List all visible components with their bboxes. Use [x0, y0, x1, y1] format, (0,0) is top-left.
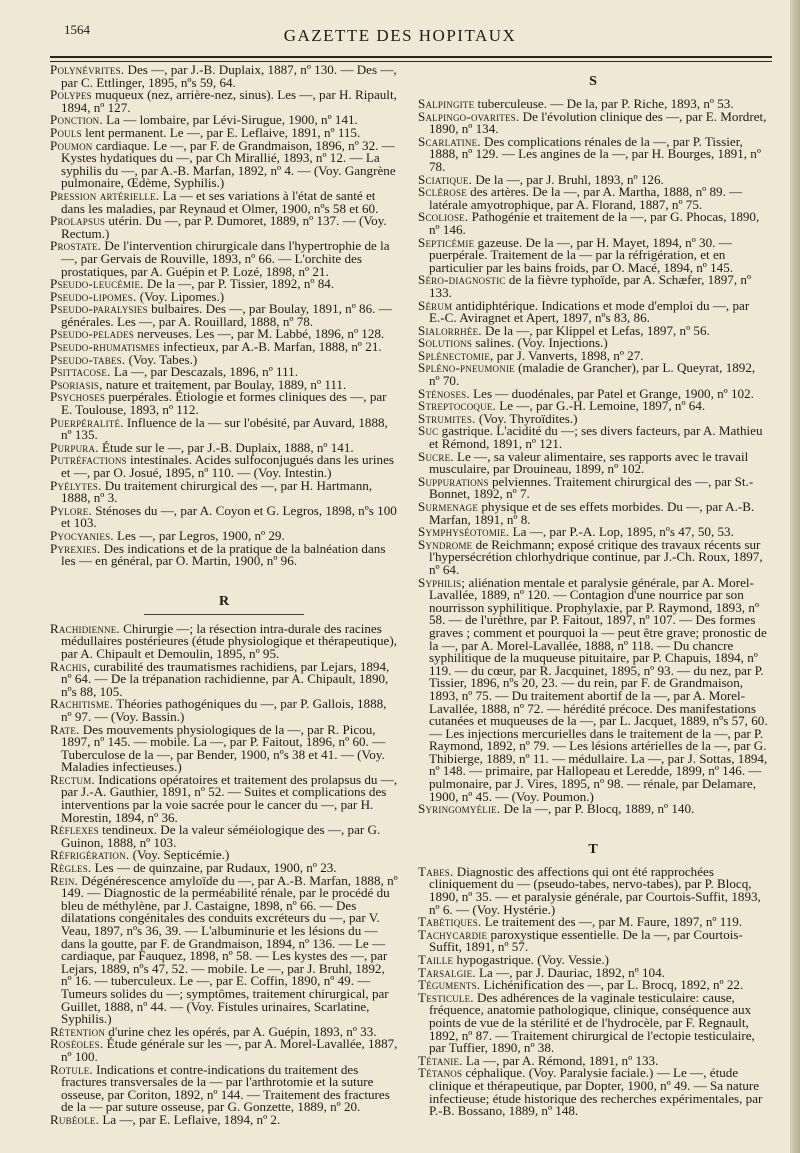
- entry-keyword: Polypes: [50, 87, 92, 103]
- entry-keyword: Tétanos: [418, 1065, 463, 1081]
- entry-keyword: Pseudo-leucémie.: [50, 276, 144, 292]
- index-entry: [50, 502, 398, 531]
- entry-keyword: Pyélytes.: [50, 477, 102, 493]
- index-entry: [50, 187, 398, 216]
- entry-text: De la —, par P. Blocq, 1889, nº 140.: [500, 801, 695, 817]
- entry-text: (Voy. Lipomes.): [136, 288, 225, 304]
- entry-text: tendineux. De la valeur séméiologique des —, par G. Guinon, 1888, nº 103.: [61, 822, 381, 850]
- entry-keyword: Réfrigération.: [50, 847, 130, 863]
- index-entry: [418, 501, 768, 526]
- entry-text: Indications et contre-indications du traitement des fractures transversales de la — par l'arthrotomie et la suture osseuse, par Coriton, 1892, nº 144. — Traitement des fractures de la — par suture osseuse, par G. Gonzette, 1889, nº 20.: [61, 1061, 390, 1115]
- entry-text: Théories pathogéniques du —, par P. Gallois, 1888, nº 97. — (Voy. Bassin.): [61, 696, 387, 724]
- entry-keyword: Symphyséotomie.: [418, 524, 510, 540]
- entry-text: La —, par E. Leflaive, 1894, nº 2.: [99, 1111, 281, 1127]
- entry-text: Lichénification des —, par L. Brocq, 1892, nº 22.: [480, 977, 744, 993]
- entry-text: Le —, sa valeur alimentaire, ses rapports avec le travail musculaire, par Drouineau, 1899, nº 102.: [429, 448, 749, 477]
- entry-text: La — lombaire, par Lévi-Sirugue, 1900, nº 141.: [102, 112, 358, 128]
- entry-keyword: Pseudo-rhumatismes: [50, 339, 160, 355]
- entry-text: pelviennes. Traitement chirurgical des —, par St.-Bonnet, 1892, nº 7.: [429, 473, 754, 502]
- entry-keyword: Solutions: [418, 335, 473, 351]
- entry-keyword: Pression artérielle.: [50, 187, 160, 203]
- entry-text: Influence de la — sur l'obésité, par Auvard, 1888, nº 135.: [61, 414, 388, 443]
- entry-list-p: [50, 64, 398, 568]
- entry-text: nerveuses. Les —, par M. Labbé, 1896, nº 128.: [133, 326, 385, 342]
- entry-list-r: [50, 620, 398, 1127]
- entry-keyword: Syringomyélie.: [418, 801, 501, 817]
- page-edge-shadow: [790, 0, 800, 1153]
- index-entry: [50, 1111, 398, 1127]
- entry-text: gastrique. L'acidité du —; ses divers facteurs, par A. Mathieu et Rémond, 1891, nº 121.: [429, 423, 763, 452]
- entry-keyword: Sclérose: [418, 184, 467, 200]
- index-entry: [418, 926, 768, 955]
- index-entry: [418, 989, 768, 1056]
- index-entry: [50, 215, 398, 240]
- entry-keyword: Pyrexies.: [50, 540, 101, 556]
- entry-text: lent permanent. Le —, par E. Leflaive, 1891, nº 115.: [81, 124, 361, 140]
- entry-text: nature et traitement, par Boulay, 1889, nº 111.: [102, 376, 347, 392]
- index-entry: [50, 391, 398, 416]
- section-letter-r: R: [218, 593, 230, 609]
- entry-keyword: Splénectomie,: [418, 347, 494, 363]
- entry-keyword: Prostate.: [50, 238, 102, 254]
- entry-text: muqueux (nez, arrière-nez, sinus). Les —, par H. Ripault, 1894, nº 127.: [61, 87, 397, 115]
- entry-text: d'urine chez les opérés, par A. Guépin, 1893, nº 33.: [105, 1023, 377, 1039]
- entry-text: cardiaque. Le —, par F. de Grandmaison, 1896, nº 32. — Kystes hydatiques du —, par Ch Mirallié, 1893, nº 12. — La syphilis du —, par A.-B. Marfan, 1892, nº 4. — (Voy. Gangrène pulmonaire, Œdème, Syphilis.): [61, 137, 396, 191]
- index-entry: [418, 425, 768, 450]
- entry-keyword: Psychoses: [50, 389, 106, 405]
- entry-text: de Reichmann; exposé critique des travaux récents sur l'hypersécrétion chlorhydrique continue, par J.-Ch. Roux, 1897, nº 64.: [429, 536, 763, 577]
- entry-text: Diagnostic des affections qui ont été rapprochées cliniquement du — (pseudo-tabes, nervo-tabes), par P. Blocq, 1890, nº 35. — et paralysie générale, par Courtois-Suffit, 1893, nº 6. — (Voy. Hystérie.): [429, 863, 761, 917]
- entry-text: Les — de quinzaine, par Rudaux, 1900, nº 23.: [91, 860, 337, 876]
- entry-keyword: Rotule.: [50, 1061, 93, 1077]
- entry-keyword: Syndrome: [418, 536, 473, 552]
- index-entry: [418, 1067, 768, 1117]
- entry-keyword: Rachidienne.: [50, 620, 120, 636]
- entry-keyword: Ponction.: [50, 112, 103, 128]
- entry-text: Des —, par J.-B. Duplaix, 1887, nº 130. — Des —, par C. Ettlinger, 1895, nºs 59, 64.: [61, 62, 397, 90]
- entry-text: Des complications rénales de la —, par P. Tissier, 1888, nº 129. — Les angines de la —, par H. Bourges, 1891, nº 78.: [429, 133, 761, 174]
- entry-text: puerpérales. Étiologie et formes cliniques des —, par E. Toulouse, 1893, nº 112.: [61, 389, 387, 418]
- entry-text: Des mouvements physiologiques de la —, par R. Picou, 1897, nº 145. — mobile. La —, par P. Faitout, 1896, nº 60. — Tuberculose de la —, par Bender, 1900, nºs 38 et 41. — (Voy. Maladies infectieuses.): [61, 721, 386, 775]
- entry-keyword: Scoliose.: [418, 209, 469, 225]
- index-entry: [50, 771, 398, 825]
- entry-keyword: Pseudo-lipomes.: [50, 288, 137, 304]
- entry-keyword: Tarsalgie.: [418, 964, 476, 980]
- entry-text: (Voy. Thyroïdites.): [475, 410, 578, 426]
- entry-keyword: Rachitisme.: [50, 696, 114, 712]
- entry-text: Des adhérences de la vaginale testiculaire: cause, fréquence, anatomie pathologique, clinique, conséquence aux points de vue de la stérilité et de l'hydrocèle, par F. Regnault, 1892, nº 87. — Traitement chirurgical de l'ectopie testiculaire, par Tuffier, 1890, nº 38.: [429, 989, 755, 1056]
- entry-text: Chirurgie —; la résection intra-durale des racines médullaires postérieures (étude physiologique et thérapeutique), par A. Chipault et Demoulin, 1895, nº 95.: [61, 620, 397, 661]
- index-entry: [418, 448, 768, 477]
- entry-keyword: Streptocoque.: [418, 398, 496, 414]
- entry-keyword: Strumites.: [418, 410, 476, 426]
- entry-keyword: Polynévrites.: [50, 62, 125, 77]
- entry-text: Les —, par Legros, 1900, nº 29.: [113, 527, 285, 543]
- entry-text: aliénation mentale et paralysie générale, par A. Morel-Lavallée, 1889, nº 120. — Contagion d'une nourrice par son nourrisson syphilitique. Prophylaxie, par P. Raymond, 1893, nº 58. — de l'urèthre, par P. Faitout, 1897, nº 107. — Des formes graves ; comment et pourquoi la — peut être grave; pronostic de la —, par A. Morel-Lavallée, 1888, nº 118. — Du chancre syphilitique de la muqueuse pituitaire, par P. Chapuis, 1894, nº 119. — du cœur, par R. Jacquinet, 1895, nº 93. — du nez, par P. Tissier, 1896, nºs 20, 23. — du rein, par F. de Grandmaison, 1893, nº 75. — Du traitement abortif de la —, par A. Morel-Lavallée, 1888, nº 72. — hérédité précoce. Des manifestations cutanées et muqueuses de la —, par L. Jacquet, 1889, nºs 57, 60. — Les injections mercurielles dans le traitement de la —, par P. Raymond, 1892, nº 79. — Les lésions artérielles de la —, par G. Thibierge, 1889, nº 11. — médullaire. La —, par J. Sottas, 1894, nº 148. — primaire, par Hallopeau et Leredde, 1899, nº 146. — pulmonaire, par J. Vires, 1895, nº 98. — rénale, par Delamare, 1900, nº 45. — (Voy. Poumon.): [429, 574, 768, 804]
- entry-list-s: [418, 98, 768, 816]
- section-letter-s: S: [589, 74, 597, 89]
- header-rule-thick: [50, 56, 772, 58]
- entry-text: De la —, par P. Tissier, 1892, nº 84.: [143, 276, 335, 292]
- entry-text: La —, par Descazals, 1896, nº 111.: [110, 364, 298, 380]
- index-entry: [418, 362, 768, 387]
- index-entry: [50, 872, 398, 1027]
- index-entry: [418, 186, 768, 211]
- entry-keyword: Purpura.: [50, 439, 99, 455]
- index-entry: [50, 477, 398, 506]
- entry-keyword: Sucre.: [418, 448, 454, 464]
- entry-text: Le traitement des —, par M. Faure, 1897, nº 119.: [481, 914, 743, 930]
- entry-text: La —, par J. Dauriac, 1892, nº 104.: [475, 964, 665, 980]
- entry-text: La —, par P.-A. Lop, 1895, nºs 47, 50, 53.: [509, 524, 734, 540]
- entry-keyword: Scarlatine.: [418, 133, 481, 149]
- entry-keyword: Séro-diagnostic: [418, 272, 506, 288]
- entry-keyword: Prolapsus: [50, 213, 106, 229]
- entry-text: gazeuse. De la —, par H. Mayet, 1894, nº 30. — puerpérale. Traitement de la — par la réfrigération, et en particulier par les bains froids, par O. Macé, 1894, nº 145.: [429, 234, 734, 275]
- entry-text: Du traitement chirurgical des —, par H. Hartmann, 1888, nº 3.: [61, 477, 373, 506]
- index-entry: [50, 540, 398, 569]
- index-entry: [418, 211, 768, 236]
- entry-text: des artères. De la —, par A. Martha, 1888, nº 89. — latérale amyotrophique, par A. Florand, 1887, nº 75.: [429, 184, 743, 212]
- entry-keyword: Rein.: [50, 872, 79, 888]
- entry-text: (Voy. Tabes.): [125, 351, 198, 367]
- index-entry: [418, 274, 768, 299]
- entry-text: Indications opératoires et traitement des prolapsus du —, par J.-A. Gauthier, 1891, nº 52. — Suites et complications des interventions par la voie sacrée pour le cancer du —, par H. Morestin, 1894, nº 36.: [61, 771, 398, 825]
- section-letter-t: T: [588, 841, 598, 857]
- entry-text: tuberculeuse. — De la, par P. Riche, 1893, nº 53.: [474, 96, 734, 111]
- entry-text: de la fièvre typhoïde, par A. Schæfer, 1897, nº 133.: [429, 272, 751, 300]
- entry-text: infectieux, par A.-B. Marfan, 1888, nº 21.: [159, 339, 382, 355]
- entry-keyword: Suppurations: [418, 473, 489, 489]
- entry-keyword: Syphilis;: [418, 574, 466, 590]
- entry-keyword: Pseudo-paralysies: [50, 301, 148, 317]
- index-entry: [50, 1038, 398, 1063]
- running-title: GAZETTE DES HOPITAUX: [283, 26, 517, 45]
- entry-keyword: Pseudo-tabes.: [50, 351, 126, 367]
- right-column: [418, 64, 768, 1118]
- entry-keyword: Pylore.: [50, 502, 92, 518]
- entry-keyword: Pyocyanies.: [50, 527, 114, 543]
- entry-keyword: Règles.: [50, 860, 92, 876]
- entry-keyword: Pseudo-pelades: [50, 326, 134, 342]
- entry-keyword: Pouls: [50, 124, 82, 140]
- entry-text: Sténoses du —, par A. Coyon et G. Legros, 1898, nºs 100 et 103.: [61, 502, 397, 531]
- index-entry: [50, 721, 398, 775]
- entry-keyword: Salpingite: [418, 96, 475, 111]
- index-entry: [50, 303, 398, 328]
- entry-keyword: Sérum: [418, 297, 453, 313]
- entry-keyword: Taille: [418, 952, 454, 967]
- index-entry: [418, 234, 768, 275]
- entry-keyword: Surmenage: [418, 499, 479, 514]
- entry-text: utérin. Du —, par P. Dumoret, 1889, nº 137. — (Voy. Rectum.): [61, 213, 387, 241]
- entry-keyword: Rétention: [50, 1023, 106, 1039]
- entry-keyword: Tachycardie: [418, 926, 488, 942]
- entry-keyword: Tabétiques.: [418, 914, 482, 930]
- index-entry: [418, 297, 768, 326]
- entry-keyword: Roséoles.: [50, 1036, 104, 1052]
- entry-text: (Voy. Septicémie.): [129, 847, 230, 863]
- entry-list-t: [418, 863, 768, 1119]
- entry-text: physique et de ses effets morbides. Du —, par A.-B. Marfan, 1891, nº 8.: [429, 499, 755, 527]
- page-number: 1564: [64, 22, 90, 37]
- index-entry: [418, 473, 768, 502]
- entry-text: (maladie de Grancher), par L. Queyrat, 1892, nº 70.: [429, 360, 756, 389]
- entry-text: Les — duodénales, par Patel et Grange, 1900, nº 102.: [469, 385, 754, 401]
- index-entry: [50, 1061, 398, 1115]
- entry-keyword: Rectum.: [50, 771, 95, 787]
- entry-keyword: Poumon: [50, 137, 93, 153]
- entry-text: céphalique. (Voy. Paralysie faciale.) — Le —, étude clinique et thérapeutique, par Dopter, 1900, nº 49. — Sa nature infectieuse; étude historique des recherches expérimentales, par P.-B. Bossano, 1889, nº 148.: [429, 1065, 763, 1119]
- entry-keyword: Téguments.: [418, 977, 481, 993]
- entry-text: De l'intervention chirurgicale dans l'hypertrophie de la —, par Gervais de Rouville, 1893, nº 66. — L'orchite des prostatiques, par A. Guépin et P. Lozé, 1898, nº 21.: [61, 238, 390, 279]
- entry-text: curabilité des traumatismes rachidiens, par Lejars, 1894, nº 64. — De la trépanation rachidienne, par A. Chipault, 1890, nºs 88, 105.: [61, 658, 390, 699]
- index-entry: [50, 64, 398, 89]
- entry-keyword: Réflexes: [50, 822, 99, 838]
- index-entry: [418, 803, 768, 816]
- left-column: [50, 64, 398, 1127]
- section-p: [50, 64, 398, 568]
- entry-text: Étude générale sur les —, par A. Morel-Lavallée, 1887, nº 100.: [61, 1036, 398, 1064]
- entry-text: Des indications et de la pratique de la balnéation dans les — en général, par O. Martin, 1900, nº 96.: [61, 540, 386, 569]
- entry-keyword: Tétanie.: [418, 1052, 463, 1068]
- entry-text: De la —, par J. Bruhl, 1893, nº 126.: [472, 171, 664, 187]
- entry-text: Étude sur le —, par J.-B. Duplaix, 1888, nº 141.: [98, 439, 354, 455]
- entry-keyword: Puerpéralité.: [50, 414, 124, 430]
- index-entry: [50, 240, 398, 278]
- index-entry: [50, 620, 398, 661]
- entry-keyword: Tabes.: [418, 863, 454, 879]
- entry-text: par J. Vanverts, 1898, nº 27.: [493, 347, 644, 363]
- entry-text: De la —, par Klippel et Lefas, 1897, nº 56.: [481, 322, 710, 338]
- entry-keyword: Rachis,: [50, 658, 91, 674]
- entry-keyword: Rate.: [50, 721, 80, 737]
- entry-text: hypogastrique. (Voy. Vessie.): [453, 952, 609, 967]
- entry-text: Dégénérescence amyloïde du —, par A.-B. Marfan, 1888, nº 149. — Diagnostic de la perméabilité rénale, par le procédé du bleu de méthylène, par J. Castaigne, 1898, nº 66. — Des dilatations congénitales des conduits excréteurs du —, par V. Veau, 1897, nºs 36, 39. — L'albuminurie et les lésions du — dans la goutte, par F. de Grandmaison, 1894, nº 136. — Le — cardiaque, par Fauquez, 1898, nº 58. — Les kystes des —, par Lejars, 1889, nºs 47, 52. — mobile. Le —, par J. Bruhl, 1892, nº 16. — tuberculeux. Le —, par E. Coffin, 1890, nº 49. — Tumeurs solides du —; symptômes, traitement chirurgical, par Guillet, 1888, nº 44. — (Voy. Fistules urinaires, Scarlatine, Syphilis.): [61, 872, 398, 1027]
- entry-text: bulbaires. Des —, par Boulay, 1891, nº 86. — générales. Les —, par A. Rouillard, 1888, nº 78.: [61, 301, 392, 329]
- index-entry: [50, 824, 398, 849]
- index-entry: [418, 133, 768, 174]
- index-entry: [50, 698, 398, 723]
- entry-text: antidiphtérique. Indications et mode d'emploi du —, par E.-C. Aviragnet et Apert, 1897, nºs 83, 86.: [429, 297, 750, 326]
- index-entry: [50, 137, 398, 191]
- index-entry: [418, 536, 768, 577]
- entry-keyword: Septicémie: [418, 234, 475, 250]
- entry-keyword: Psittacose.: [50, 364, 111, 380]
- entry-text: Pathogénie et traitement de la —, par G. Phocas, 1890, nº 146.: [429, 209, 760, 237]
- entry-keyword: Psoriasis,: [50, 376, 103, 392]
- entry-text: paroxystique essentielle. De la —, par Courtois-Suffit, 1891, nº 57.: [429, 926, 743, 955]
- index-entry: [418, 108, 768, 137]
- index-entry: [418, 574, 768, 804]
- entry-keyword: Sténoses.: [418, 385, 470, 401]
- entry-text: salines. (Voy. Injections.): [472, 335, 608, 351]
- entry-keyword: Putréfactions: [50, 452, 127, 468]
- index-entry: [418, 863, 768, 917]
- entry-keyword: Suc: [418, 423, 439, 439]
- index-entry: [50, 658, 398, 699]
- entry-text: La —, par A. Rémond, 1891, nº 133.: [462, 1052, 659, 1068]
- entry-keyword: Sciatique.: [418, 171, 473, 187]
- entry-text: De l'évolution clinique des —, par E. Mordret, 1890, nº 134.: [429, 108, 767, 137]
- index-entry: [50, 414, 398, 443]
- entry-keyword: Spléno-pneumonie: [418, 360, 515, 376]
- entry-keyword: Rubéole.: [50, 1111, 100, 1127]
- entry-keyword: Salpingo-ovarites.: [418, 108, 520, 124]
- entry-keyword: Testicule.: [418, 989, 474, 1005]
- entry-keyword: Sialorrhée.: [418, 322, 482, 338]
- entry-text: intestinales. Acides sulfoconjugués dans les urines et —, par O. Josué, 1895, nº 110. — (Voy. Intestin.): [61, 452, 395, 480]
- entry-text: La — et ses variations à l'état de santé et dans les maladies, par Reynaud et Olmer, 1900, nºs 58 et 60.: [61, 187, 379, 216]
- entry-text: Le —, par G.-H. Lemoine, 1897, nº 64.: [496, 398, 706, 414]
- index-entry: [50, 454, 398, 479]
- index-entry: [50, 89, 398, 114]
